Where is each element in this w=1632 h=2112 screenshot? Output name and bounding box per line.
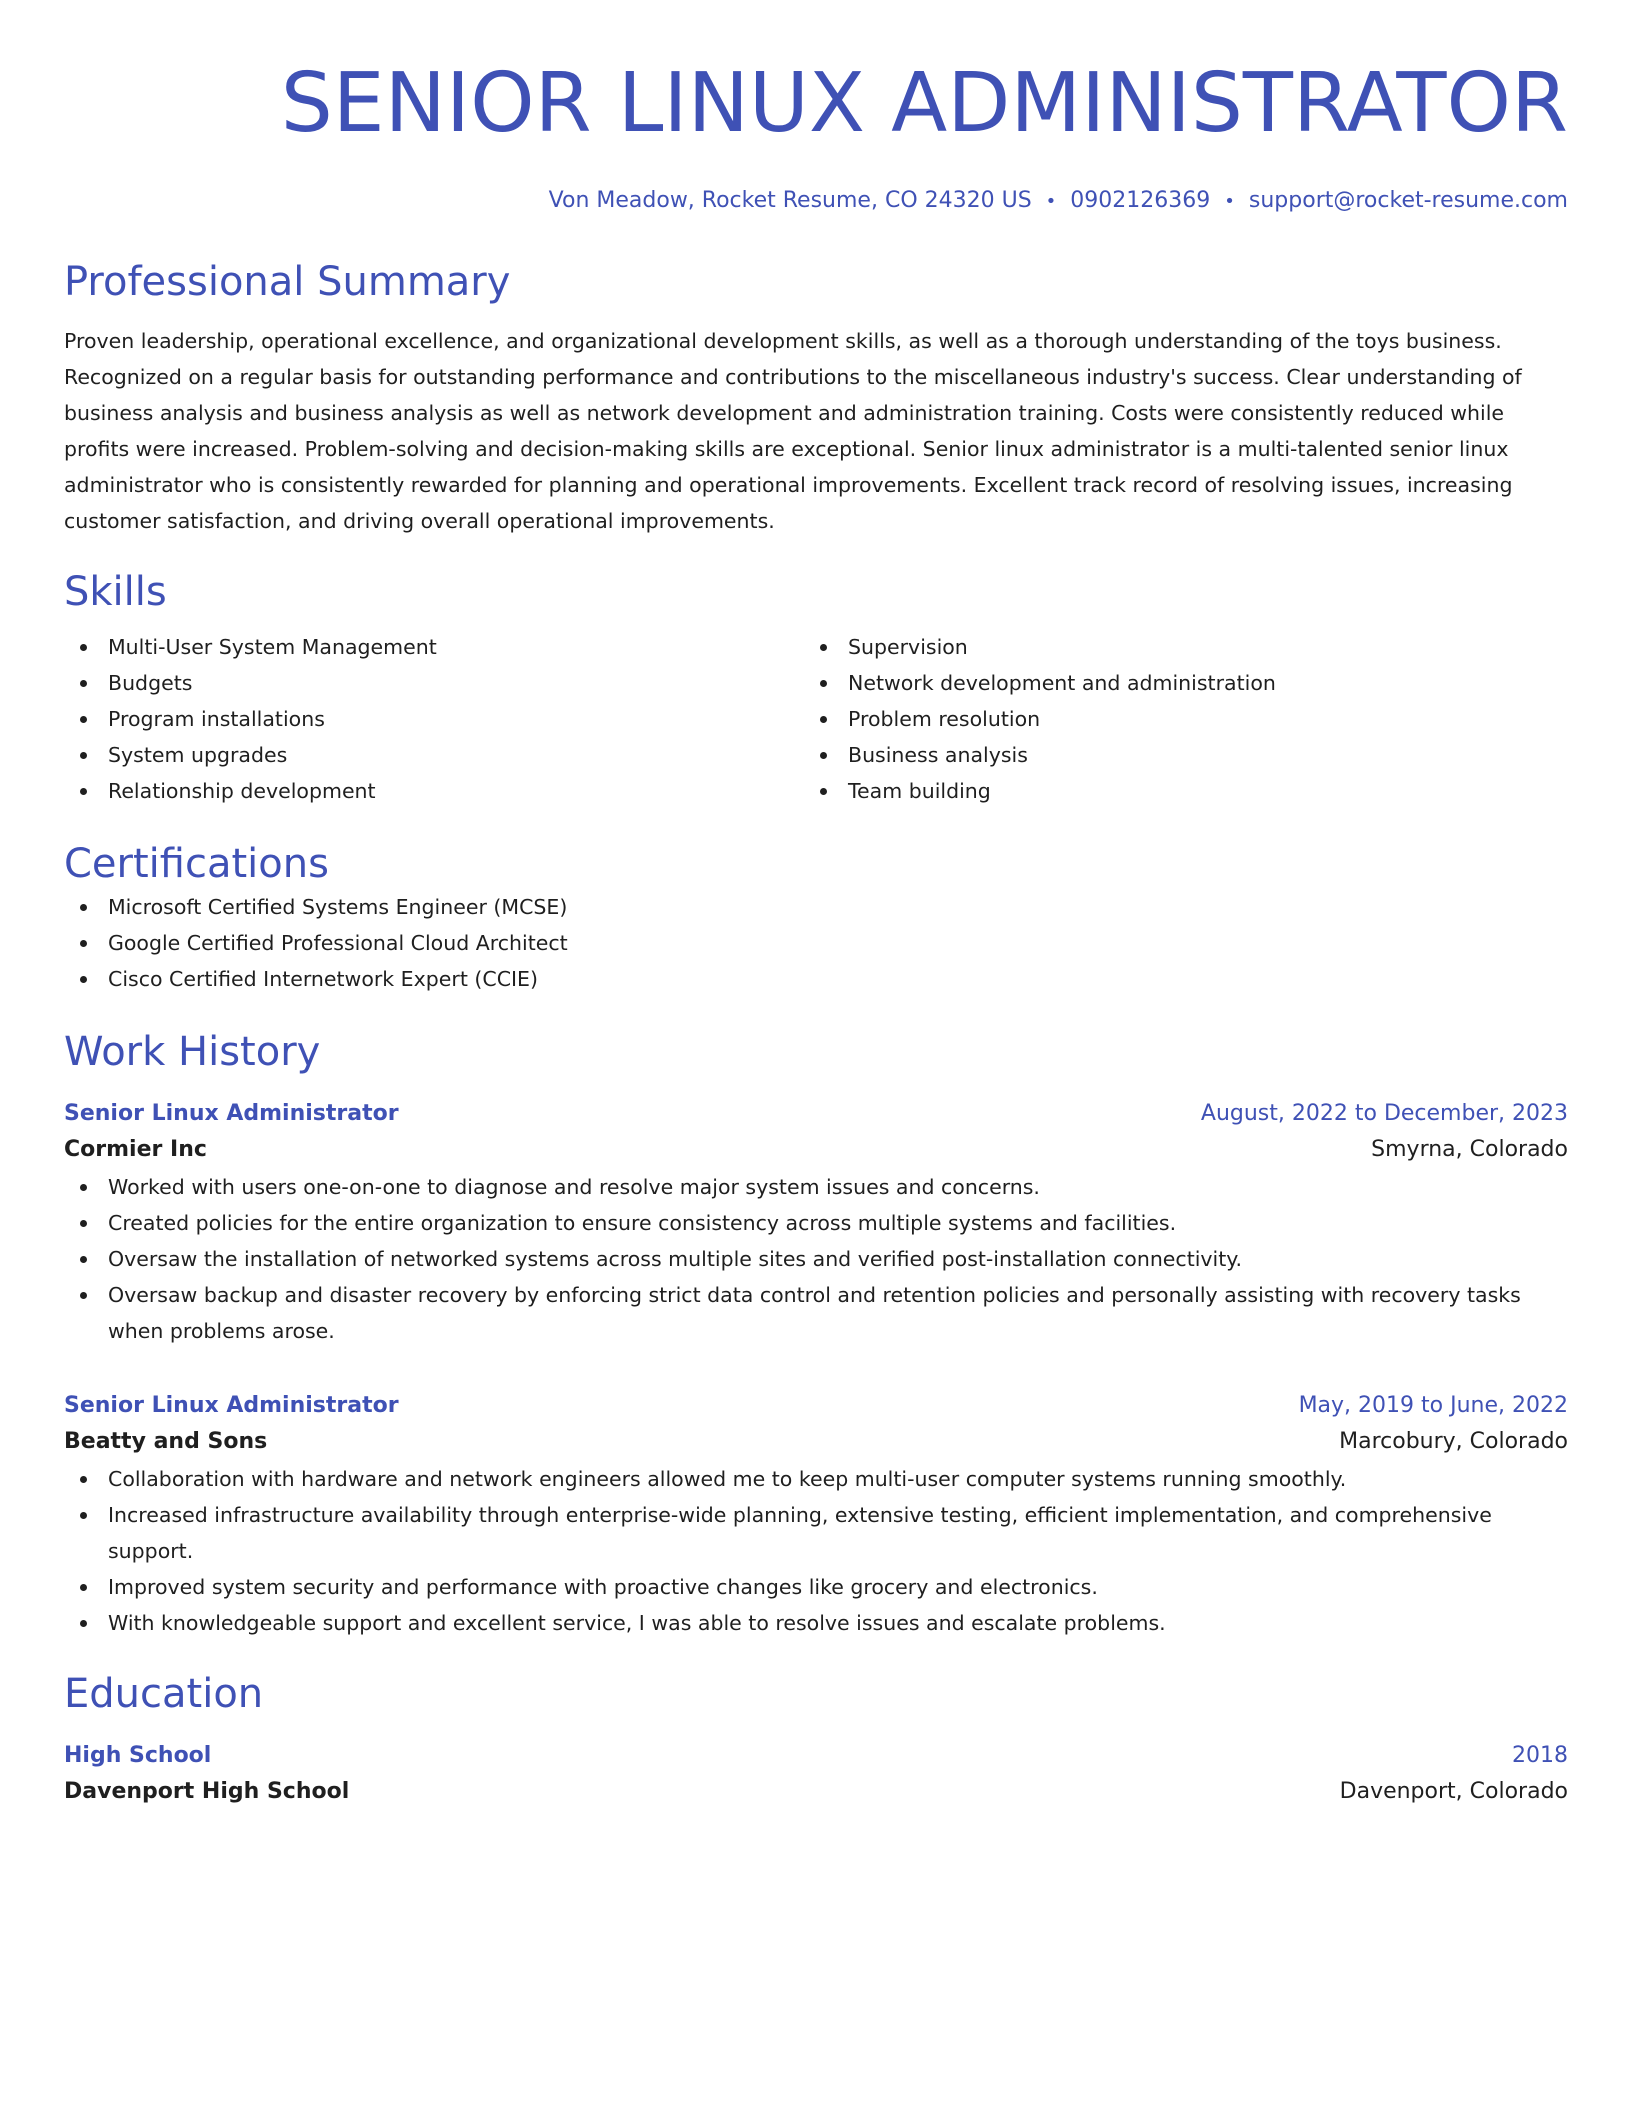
education-school: Davenport High School — [64, 1779, 350, 1804]
contact-address: Von Meadow, Rocket Resume, CO 24320 US — [548, 188, 1032, 213]
contact-separator: • — [1224, 191, 1235, 212]
job-bullet: With knowledgeable support and excellent service, I was able to resolve issues and escalate problems. — [64, 1605, 1568, 1641]
job-bullet-list — [64, 1169, 1568, 1349]
skills-list-right — [804, 629, 1544, 809]
job-bullet: Oversaw backup and disaster recovery by enforcing strict data control and retention policies and personally assisting with recovery tasks when problems arose. — [64, 1277, 1568, 1349]
education-heading: Education — [64, 1671, 264, 1717]
summary-section — [64, 257, 1568, 539]
job-location: Marcobury, Colorado — [1339, 1429, 1568, 1454]
skills-column-right — [804, 629, 1544, 809]
job-bullet: Worked with users one-on-one to diagnose and resolve major system issues and concerns. — [64, 1169, 1568, 1205]
education-degree: High School — [64, 1743, 212, 1768]
skill-item: Network development and administration — [804, 665, 1544, 701]
work-history-heading: Work History — [64, 1029, 321, 1075]
skill-item: System upgrades — [64, 737, 804, 773]
job-company-row — [64, 1423, 1568, 1461]
job-entry — [64, 1097, 1568, 1349]
skills-column-left — [64, 629, 804, 809]
contact-separator: • — [1045, 191, 1057, 212]
job-bullet: Collaboration with hardware and network engineers allowed me to keep multi-user computer systems running smoothly. — [64, 1461, 1568, 1497]
skill-item: Problem resolution — [804, 701, 1544, 737]
job-title-row — [64, 1097, 1568, 1131]
job-bullet: Oversaw the installation of networked systems across multiple sites and verified post-installation connectivity. — [64, 1241, 1568, 1277]
skill-item: Supervision — [804, 629, 1544, 665]
skill-item: Business analysis — [804, 737, 1544, 773]
skill-item: Budgets — [64, 665, 804, 701]
education-section — [64, 1669, 1568, 1811]
contact-phone: 0902126369 — [1070, 188, 1211, 213]
work-history-section — [64, 1027, 1568, 1641]
education-school-row — [64, 1773, 1568, 1811]
skills-columns — [64, 629, 1568, 809]
job-entry — [64, 1389, 1568, 1641]
summary-text: Proven leadership, operational excellence, and organizational development skills, as well as a thorough understanding of the toys business. Recognized on a regular basis for outstanding performance and contributions to the miscellaneous industry's success. Clear understanding of business analysis and business analysis as well as network development and administration training. Costs were consistently reduced while profits were increased. Problem-solving and decision-making skills are exceptional. Senior linux administrator is a multi-talented senior linux administrator who is consistently rewarded for planning and operational improvements. Excellent track record of resolving issues, increasing customer satisfaction, and driving overall operational improvements. — [64, 329, 1522, 533]
education-entry — [64, 1739, 1568, 1811]
job-bullet-list — [64, 1461, 1568, 1641]
job-bullet: Improved system security and performance with proactive changes like grocery and electronics. — [64, 1569, 1568, 1605]
contact-email: support@rocket-resume.com — [1248, 188, 1568, 213]
skills-list-left — [64, 629, 804, 809]
job-title-row — [64, 1389, 1568, 1423]
job-company: Cormier Inc — [64, 1137, 207, 1162]
education-location: Davenport, Colorado — [1339, 1779, 1568, 1804]
certifications-section — [64, 839, 1568, 997]
education-degree-row — [64, 1739, 1568, 1773]
job-title: Senior Linux Administrator — [64, 1393, 399, 1418]
skill-item: Team building — [804, 773, 1544, 809]
certification-item: Google Certified Professional Cloud Architect — [64, 925, 1568, 961]
skill-item: Multi-User System Management — [64, 629, 804, 665]
job-bullet: Created policies for the entire organization to ensure consistency across multiple systems and facilities. — [64, 1205, 1568, 1241]
certifications-heading: Certifications — [64, 841, 329, 887]
skills-section — [64, 567, 1568, 809]
certification-item: Cisco Certified Internetwork Expert (CCIE) — [64, 961, 1568, 997]
certifications-list — [64, 889, 1568, 997]
job-dates: August, 2022 to December, 2023 — [1200, 1101, 1568, 1126]
job-location: Smyrna, Colorado — [1371, 1137, 1568, 1162]
certification-item: Microsoft Certified Systems Engineer (MCSE) — [64, 889, 1568, 925]
skill-item: Program installations — [64, 701, 804, 737]
contact-line — [64, 186, 1568, 217]
skill-item: Relationship development — [64, 773, 804, 809]
education-year: 2018 — [1512, 1743, 1568, 1768]
summary-heading: Professional Summary — [64, 259, 511, 305]
job-bullet: Increased infrastructure availability through enterprise-wide planning, extensive testing, efficient implementation, and comprehensive support. — [64, 1497, 1568, 1569]
job-company: Beatty and Sons — [64, 1429, 268, 1454]
job-title: Senior Linux Administrator — [64, 1101, 399, 1126]
candidate-name: SENIOR LINUX ADMINISTRATOR — [280, 56, 1568, 151]
job-company-row — [64, 1131, 1568, 1169]
skills-heading: Skills — [64, 569, 167, 615]
job-dates: May, 2019 to June, 2022 — [1298, 1393, 1568, 1418]
